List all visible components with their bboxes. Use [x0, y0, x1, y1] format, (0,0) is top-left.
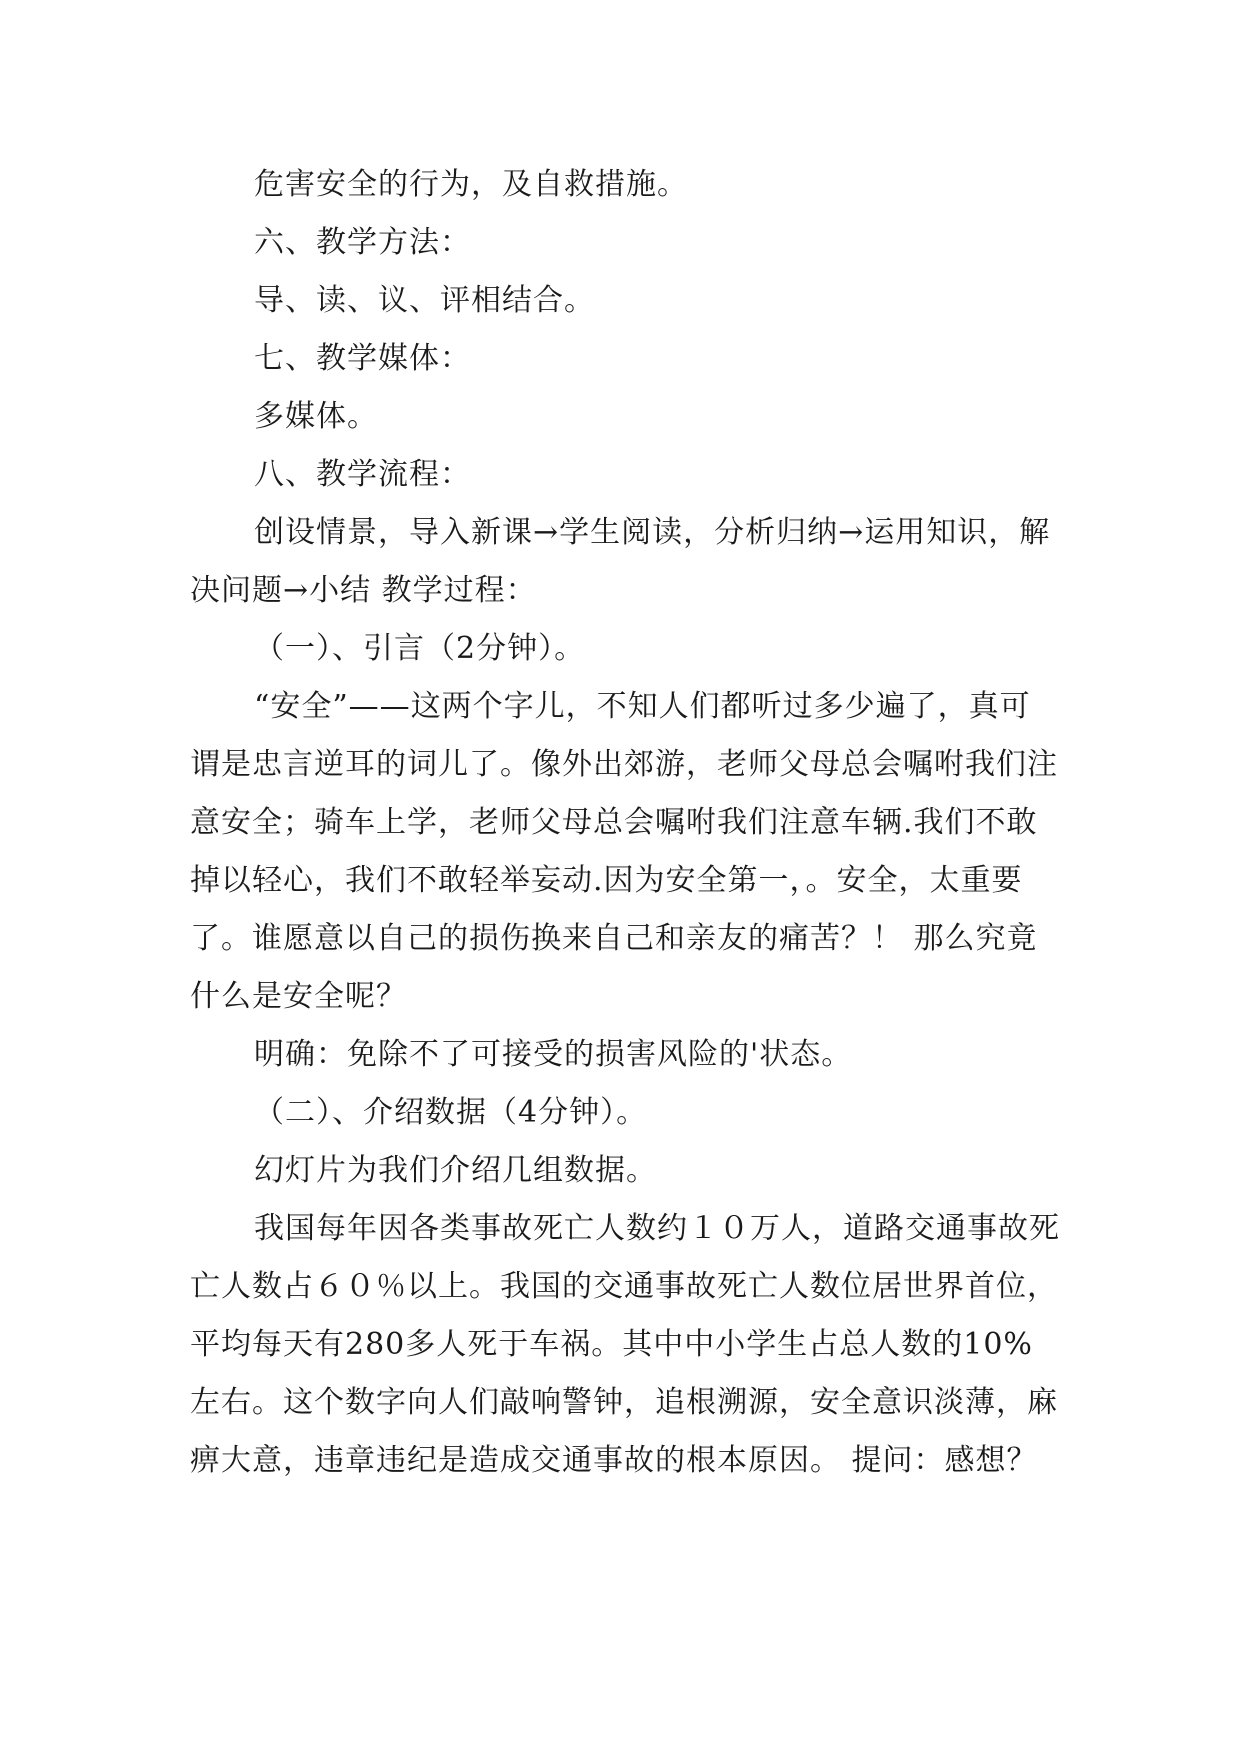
- paragraph-definition: 明确：免除不了可接受的损害风险的'状态。: [254, 1037, 853, 1072]
- paragraph-teaching-media: 多媒体。: [254, 399, 378, 434]
- document-body: [190, 156, 1060, 1490]
- paragraph-safety-intro: “安全”——这两个字儿，不知人们都听过多少遍了，真可谓是忠言逆耳的词儿了。像外出郊游，老师父母总会嘱咐我们注意安全；骑车上学，老师父母总会嘱咐我们注意车辆.我们不敢掉以轻心，我们不敢轻举妄动.因为安全第一，。安全，太重要了。谁愿意以自己的损伤换来自己和亲友的痛苦？！ 那么究竟什么是安全呢？: [190, 689, 1058, 1014]
- paragraph-safety-behavior: 危害安全的行为，及自救措施。: [254, 167, 688, 202]
- heading-teaching-process: 八、教学流程：: [254, 457, 471, 492]
- heading-data-intro: （二）、介绍数据（4分钟）。: [254, 1095, 648, 1130]
- paragraph-slides: 幻灯片为我们介绍几组数据。: [254, 1153, 657, 1188]
- paragraph-statistics: 我国每年因各类事故死亡人数约１０万人，道路交通事故死亡人数占６０％以上。我国的交通事故死亡人数位居世界首位，平均每天有280多人死于车祸。其中中小学生占总人数的10%左右。这个数字向人们敲响警钟，追根溯源，安全意识淡薄，麻痹大意，违章违纪是造成交通事故的根本原因。 提问：感想？: [190, 1211, 1060, 1478]
- heading-teaching-media: 七、教学媒体：: [254, 341, 471, 376]
- paragraph-teaching-methods: 导、读、议、评相结合。: [254, 283, 595, 318]
- paragraph-teaching-process: 创设情景，导入新课→学生阅读，分析归纳→运用知识，解决问题→小结 教学过程：: [190, 515, 1051, 608]
- heading-teaching-methods: 六、教学方法：: [254, 225, 471, 260]
- heading-introduction: （一）、引言（2分钟）。: [254, 631, 586, 666]
